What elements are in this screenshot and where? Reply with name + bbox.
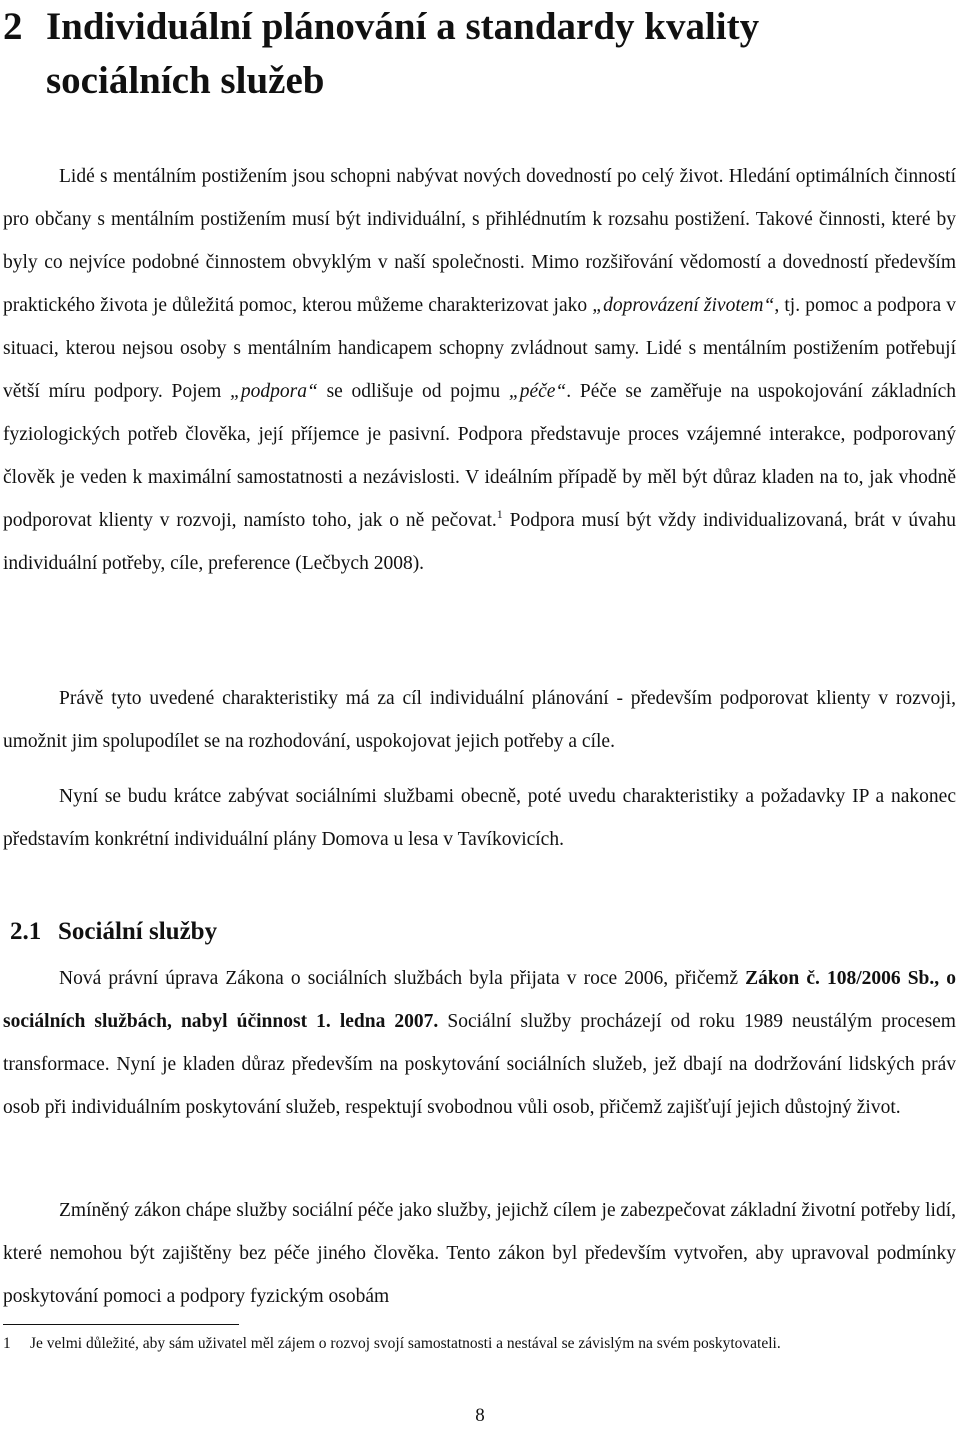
section-heading bbox=[10, 912, 217, 952]
p1-text-4: . Péče se zaměřuje na uspokojování základních fyziologických potřeb člověka, její příjemce je pasivní. Podpora představuje proces vzájemné interakce, podporovaný člověk je veden k maximální samostatnosti a nezávislosti. V ideálním případě by měl být důraz kladen na to, jak vhodně podporovat klienty v rozvoji, namísto toho, jak o ně pečovat. bbox=[3, 381, 956, 531]
paragraph-5: Zmíněný zákon chápe služby sociální péče jako služby, jejichž cílem je zabezpečovat základní životní potřeby lidí, které nemohou být zajištěny bez péče jiného člověka. Tento zákon byl především vytvořen, aby upravoval podmínky poskytování pomoci a podpory fyzickým osobám bbox=[3, 1200, 956, 1307]
section-number: 2.1 bbox=[10, 918, 42, 945]
paragraph-3: Nyní se budu krátce zabývat sociálními službami obecně, poté uvedu charakteristiky a požadavky IP a nakonec představím konkrétní individuální plány Domova u lesa v Tavíkovicích. bbox=[3, 786, 956, 850]
term-podpora: „podpora“ bbox=[230, 381, 318, 402]
p1-text-1: Lidé s mentálním postižením jsou schopni nabývat nových dovedností po celý život. Hledání optimálních činností pro občany s mentálním postižením musí být individuální, s přihlédnutím k rozsahu postižení. Takové činnosti, které by byly co nejvíce podobné činnostem obvyklým v naší společnosti. Mimo rozšiřování vědomostí a dovedností především praktického života je důležitá pomoc, kterou můžeme charakterizovat jako bbox=[3, 166, 956, 316]
chapter-number: 2 bbox=[3, 5, 23, 48]
law-citation: Zákon č. 108/2006 Sb., o sociálních službách, nabyl účinnost 1. ledna 2007. bbox=[3, 968, 956, 1032]
p4-text-2: Sociální služby procházejí od roku 1989 neustálým procesem transformace. Nyní je kladen důraz především na poskytování sociálních služeb, jež dbají na dodržování lidských práv osob při individuálním poskytování služeb, respektují svobodnou vůli osob, přičemž zajišťují jejich důstojný život. bbox=[3, 1011, 956, 1118]
p1-text-3: se odlišuje od pojmu bbox=[317, 381, 509, 402]
p1-text-2: , tj. pomoc a podpora v situaci, kterou nejsou osoby s mentálním handicapem schopny zvládnout samy. Lidé s mentálním postižením potřebují větší míru podpory. Pojem bbox=[3, 295, 956, 402]
term-doprovazeni: „doprovázení životem“ bbox=[592, 295, 775, 316]
page-number: 8 bbox=[475, 1405, 485, 1426]
term-pece: „péče“ bbox=[508, 381, 567, 402]
footnote-text: Je velmi důležité, aby sám uživatel měl zájem o rozvoj svojí samostatnosti a nestával se závislým na svém poskytovateli. bbox=[30, 1335, 781, 1352]
p1-text-5: Podpora musí být vždy individualizovaná, brát v úvahu individuální potřeby, cíle, preference (Lečbych 2008). bbox=[3, 510, 957, 574]
chapter-title: Individuální plánování a standardy kvality sociálních služeb bbox=[46, 5, 760, 102]
paragraph-1 bbox=[3, 155, 956, 585]
paragraph-4 bbox=[3, 957, 956, 1129]
footnote-number: 1 bbox=[3, 1335, 11, 1352]
p4-text-1: Nová právní úprava Zákona o sociálních službách byla přijata v roce 2006, přičemž bbox=[59, 968, 746, 989]
footnote-reference[interactable]: 1 bbox=[496, 507, 503, 521]
footnote-divider bbox=[3, 1324, 239, 1325]
footnote bbox=[3, 1331, 903, 1356]
section-title: Sociální služby bbox=[58, 918, 218, 945]
paragraph-2: Právě tyto uvedené charakteristiky má za cíl individuální plánování - především podporovat klienty v rozvoji, umožnit jim spolupodílet se na rozhodování, uspokojovat jejich potřeby a cíle. bbox=[3, 688, 956, 752]
